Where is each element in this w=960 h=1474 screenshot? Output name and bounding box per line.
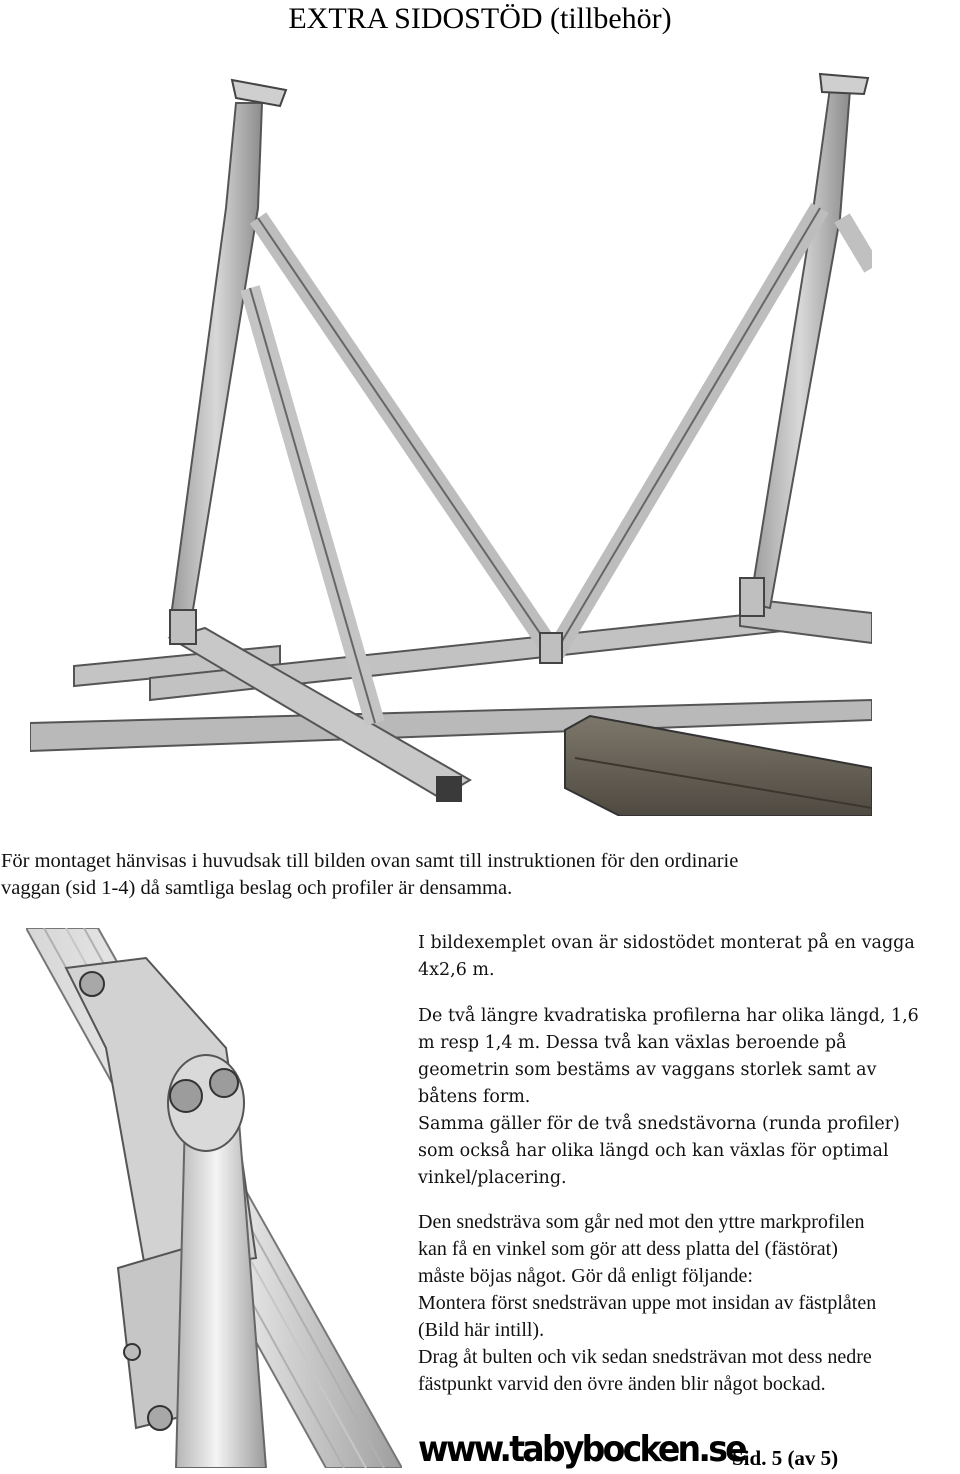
profiles-line-1: De två längre kvadratiska profilerna har olika längd, 1,6 (418, 1006, 919, 1026)
struts-line-3: vinkel/placering. (418, 1168, 567, 1188)
page-title: EXTRA SIDOSTÖD (tillbehör) (288, 2, 672, 35)
page-number: Sid. 5 (av 5) (732, 1446, 839, 1470)
struts-line-1: Samma gäller för de två snedstävorna (runda profiler) (418, 1114, 900, 1134)
struts-line-2: som också har olika längd och kan växlas för optimal (418, 1141, 889, 1161)
instructions-line-2: kan få en vinkel som gör att dess platta del (fästörat) (418, 1238, 838, 1260)
instructions-line-1: Den snedsträva som går ned mot den yttre markprofilen (418, 1211, 865, 1233)
bracket-detail-photo (26, 928, 402, 1468)
instructions-line-6: Drag åt bulten och vik sedan snedsträvan mot dess nedre (418, 1346, 872, 1368)
instructions-line-3: måste böjas något. Gör då enligt följande: (418, 1265, 753, 1287)
intro-line-2: vaggan (sid 1-4) då samtliga beslag och profiler är densamma. (1, 877, 513, 899)
cradle-photo (30, 68, 872, 816)
intro-text (1, 848, 951, 902)
example-line-2: 4x2,6 m. (418, 960, 495, 980)
example-line-1: I bildexemplet ovan är sidostödet monterat på en vagga (418, 933, 915, 953)
profiles-line-2: m resp 1,4 m. Dessa två kan växlas beroende på (418, 1033, 847, 1053)
instructions-line-5: (Bild här intill). (418, 1319, 545, 1341)
instructions-line-7: fästpunkt varvid den övre änden blir något bockad. (418, 1373, 826, 1395)
website-link[interactable]: www.tabybocken.se (418, 1429, 745, 1470)
profiles-line-4: båtens form. (418, 1087, 531, 1107)
intro-line-1: För montaget hänvisas i huvudsak till bilden ovan samt till instruktionen för den ordinarie (1, 850, 739, 872)
instructions-column (418, 930, 958, 1398)
profiles-line-3: geometrin som bestäms av vaggans storlek samt av (418, 1060, 877, 1080)
instructions-line-4: Montera först snedsträvan uppe mot insidan av fästplåten (418, 1292, 877, 1314)
